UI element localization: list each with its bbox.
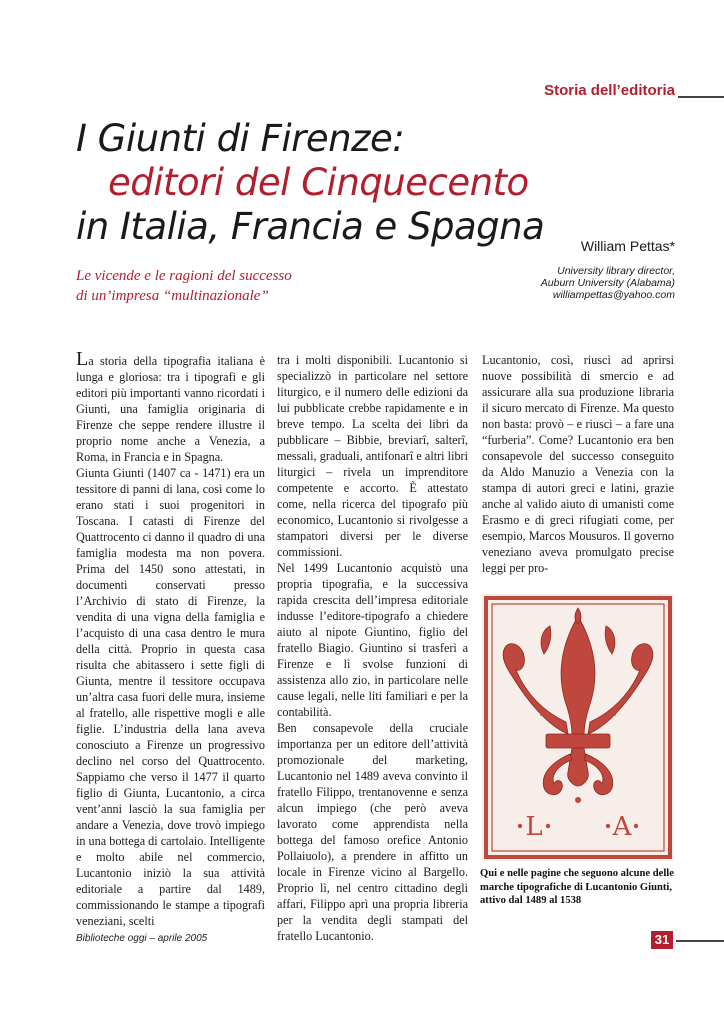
author-affiliation: [420, 265, 675, 301]
title-line-3: in Italia, Francia e Spagna: [76, 205, 545, 248]
page-rule: [676, 940, 724, 942]
section-rule: [678, 96, 724, 98]
figure-caption: Qui e nelle pagine che seguono alcune delle marche tipografiche di Lucantonio Giunti, attivo dal 1489 al 1538: [480, 868, 674, 906]
mark-letter-left: L: [525, 812, 543, 842]
subtitle-line-2: di un’impresa “multinazionale”: [76, 288, 269, 304]
paragraph: Lucantonio, così, riuscì ad aprirsi nuove possibilità di smercio e ad assicurare alla sua produzione libraria il sicuro mercato di Firenze. Ma questo non basta: provò – e riuscì – a fare una “furberia”. Come? Lucantonio era ben consapevole del successo conseguito da Aldo Manuzio a Venezia con la stampa di autori greci e latini, grazie anche al valido aiuto di umanisti come Erasmo e di greci rifugiati come, per esempio, Marcos Mousuros. Il governo veneziano aveva promulgato precise leggi per pro-: [482, 353, 674, 575]
column-1: [76, 348, 265, 929]
paragraph-text: a storia della tipografia italiana è lunga e gloriosa: tra i tipografi e gli editori più importanti vanno ricordati i Giunti, una famiglia originaria di Firenze che seppe rendere illustre il proprio nome anche a Venezia, a Roma, in Francia e in Spagna.: [76, 354, 265, 464]
fleur-de-lis-printer-mark: [482, 594, 674, 861]
section-tag: Storia dell’editoria: [544, 82, 675, 99]
author-email[interactable]: williampettas@yahoo.com: [552, 289, 675, 301]
title-line-1: I Giunti di Firenze:: [76, 117, 405, 160]
author-institution: Auburn University (Alabama): [540, 277, 675, 289]
paragraph: tra i molti disponibili. Lucantonio si specializzò in particolare nel settore liturgico, e il numero delle edizioni da lui pubblicate crebbe rapidamente e in breve tempo. La scelta dei libri da pubblicare – Bibbie, breviarî, salterî, messali, graduali, antifonarî e altri libri liturgici – rivela un imprenditore competente e accorto. È attestato come, nella ricerca del tipografo più economico, Lucantonio si rivolgesse a stampatori diversi per le diverse commissioni.: [277, 353, 468, 559]
subtitle-line-1: Le vicende e le ragioni del successo: [76, 268, 292, 284]
paragraph: Nel 1499 Lucantonio acquistò una propria tipografia, e la successiva rapida crescita dell’impresa editoriale indusse l’editore-tipografo a chiedere aiuto al nipote Giuntino, figlio del fratello Biagio. Giuntino si trasferì a Firenze e lì svolse funzioni di assistenza allo zio, in particolare nelle cause legali, nelle liti familiari e per la contabilità.: [277, 561, 468, 719]
column-3: [482, 352, 674, 576]
printer-mark-figure: [482, 594, 674, 861]
mark-letter-right: A: [612, 812, 632, 842]
column-2: [277, 352, 468, 944]
paragraph: Giunta Giunti (1407 ca - 1471) era un tessitore di panni di lana, così come lo erano stati i suoi progenitori in Toscana. I catasti di Firenze del Quattrocento ci danno il quadro di una famiglia modesta ma non povera. Prima del 1450 sono attestati, in documenti conservati presso l’Archivio di stato di Firenze, la vendita di una vigna della famiglia e l’acquisto di una casa dentro le mura della città. Proprio in questa casa risulta che abitassero i sette figli di Giunta, mentre il tessitore occupava un’altra casa fuori delle mura, insieme al fratello, alle rispettive mogli e alle figlie. L’industria della lana aveva conosciuto a Firenze un progressivo declino nel corso del Quattrocento. Sappiamo che verso il 1477 il quarto figlio di Giunta, Lucantonio, a circa vent’anni lasciò la sua famiglia per andare a Venezia, dove trovò impiego in una bottega di cartolaio. Intelligente e molto abile nel commercio, Lucantonio iniziò la sua attività editoriale a partire dal 1489, commissionando le stampe a tipografi veneziani, scelti: [76, 466, 265, 928]
drop-cap: L: [76, 348, 89, 370]
paragraph: Ben consapevole della cruciale importanza per un editore dell’attività promozionale del marketing, Lucantonio nel 1489 aveva convinto il fratello Filippo, trentanovenne e senza alcun impiego (che però aveva lavorato come apprendista nella bottega del famoso orefice Antonio Pollaiuolo), a prendere in affitto un locale in Firenze vicino al Bargello. Proprio lì, nel centro cittadino degli affari, Filippo aprì una propria libreria per la vendita degli stampati del fratello Lucantonio.: [277, 721, 468, 943]
paragraph: [76, 348, 265, 465]
author-name: William Pettas*: [580, 238, 675, 254]
author-role: University library director,: [557, 265, 675, 277]
footer-journal: Biblioteche oggi – aprile 2005: [76, 933, 208, 944]
subtitle: [76, 266, 376, 306]
title-line-2: editori del Cinquecento: [108, 161, 529, 204]
page-number: 31: [651, 931, 673, 949]
